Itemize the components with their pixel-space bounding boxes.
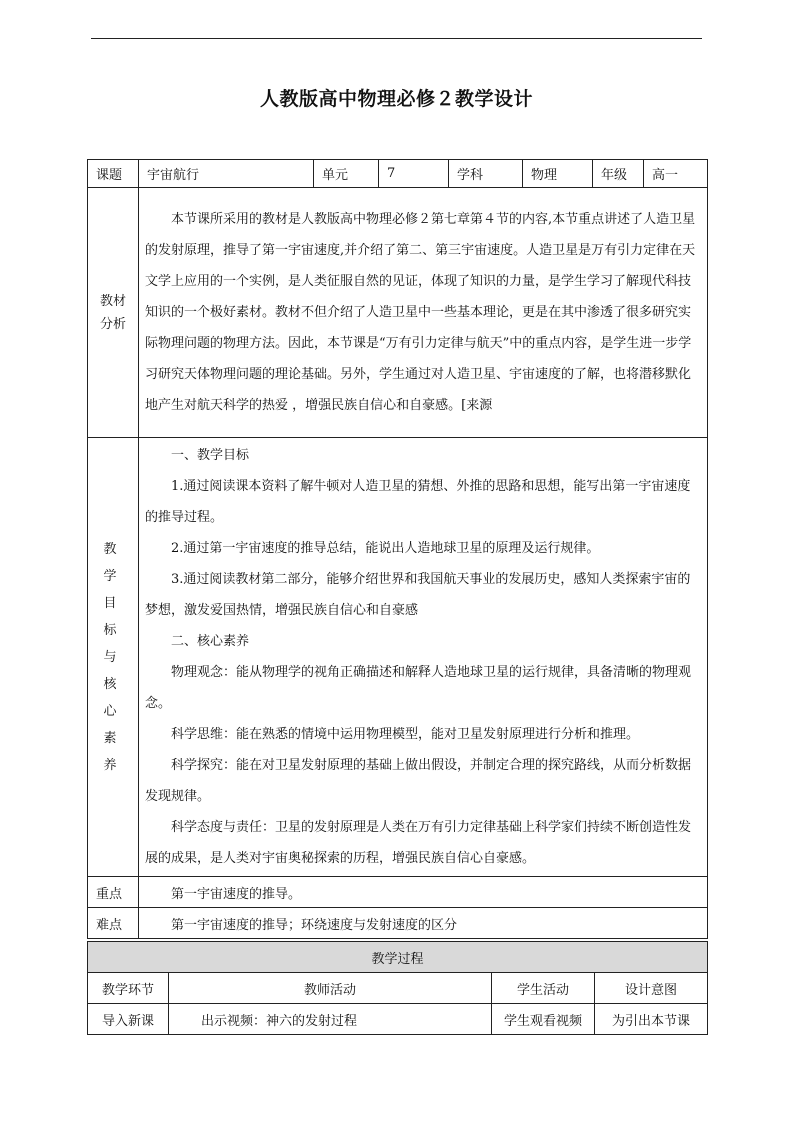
table-row: [88, 1004, 708, 1035]
key-point-label: 重点: [88, 877, 139, 908]
teacher-activity-cell: 出示视频：神六的发射过程: [169, 1004, 492, 1035]
column-header: 教学环节: [88, 973, 169, 1004]
unit-label: 单元: [314, 160, 379, 188]
analysis-row: [88, 188, 708, 438]
lesson-info-table: [87, 159, 708, 939]
key-point-text: 第一宇宙速度的推导。: [139, 877, 708, 908]
process-header-row: [88, 942, 708, 973]
objectives-paragraph: 科学思维：能在熟悉的情境中运用物理模型，能对卫星发射原理进行分析和推理。: [171, 727, 640, 742]
difficulty-text: 第一宇宙速度的推导；环绕速度与发射速度的区分: [139, 908, 708, 939]
difficulty-row: [88, 908, 708, 939]
analysis-text: 本节课所采用的教材是人教版高中物理必修２第七章第４节的内容,本节重点讲述了人造卫星的发射原理，推导了第一宇宙速度,并介绍了第二、第三宇宙速度。人造卫星是万有引力定律在天文学上应用的一个实例，是人类征服自然的见证，体现了知识的力量，是学生学习了解现代科技知识的一个极好素材。教材不但介绍了人造卫星中一些基本理论，更是在其中渗透了很多研究实际物理问题的物理方法。因此，本节课是“万有引力定律与航天”中的重点内容，是学生进一步学习研究天体物理问题的理论基础。另外，学生通过对人造卫星、宇宙速度的了解，也将潜移默化地产生对航天科学的热爱 ，增强民族自信心和自豪感。[来源: [145, 212, 696, 413]
topic-value: 宇宙航行: [139, 160, 314, 188]
objectives-paragraph: 二、核心素养: [171, 634, 250, 649]
column-header: 学生活动: [492, 973, 595, 1004]
analysis-label-text: 教材分析: [99, 293, 126, 332]
column-header: 教师活动: [169, 973, 492, 1004]
student-activity-cell: 学生观看视频: [492, 1004, 595, 1035]
objectives-label: [88, 438, 139, 877]
objectives-paragraph: 2.通过第一宇宙速度的推导总结，能说出人造地球卫星的原理及运行规律。: [171, 541, 600, 556]
grade-label: 年级: [593, 160, 644, 188]
objectives-paragraph: 3.通过阅读教材第二部分，能够介绍世界和我国航天事业的发展历史，感知人类探索宇宙的梦想，激发爱国热情，增强民族自信心和自豪感: [145, 572, 691, 618]
design-intent-cell: 为引出本节课: [595, 1004, 708, 1035]
column-header: 设计意图: [595, 973, 708, 1004]
subject-value: 物理: [523, 160, 593, 188]
objectives-paragraph: 一、教学目标: [171, 448, 250, 463]
analysis-cell: [139, 188, 708, 438]
objectives-paragraph: 科学探究：能在对卫星发射原理的基础上做出假设，并制定合理的探究路线，从而分析数据发现规律。: [145, 758, 692, 804]
subject-label: 学科: [449, 160, 523, 188]
difficulty-label: 难点: [88, 908, 139, 939]
process-columns-row: [88, 973, 708, 1004]
unit-value: 7: [379, 160, 449, 188]
stage-cell: 导入新课: [88, 1004, 169, 1035]
objectives-paragraph: 科学态度与责任：卫星的发射原理是人类在万有引力定律基础上科学家们持续不断创造性发展的成果，是人类对宇宙奥秘探索的历程，增强民族自信心自豪感。: [145, 820, 692, 866]
topic-label: 课题: [88, 160, 139, 188]
objectives-paragraph: 1.通过阅读课本资料了解牛顿对人造卫星的猜想、外推的思路和思想，能写出第一宇宙速度的推导过程。: [145, 479, 691, 525]
objectives-paragraph: 物理观念：能从物理学的视角正确描述和解释人造地球卫星的运行规律，具备清晰的物理观念。: [145, 665, 692, 711]
process-header: 教学过程: [88, 942, 708, 973]
info-row: [88, 160, 708, 188]
process-table: [87, 941, 708, 1035]
objectives-row: [88, 438, 708, 877]
objectives-cell: [139, 438, 708, 877]
key-point-row: [88, 877, 708, 908]
objectives-label-text: 教学目标与核心素养: [103, 541, 123, 773]
document-title: 人教版高中物理必修２教学设计: [259, 88, 533, 110]
analysis-label: [88, 188, 139, 438]
grade-value: 高一: [644, 160, 708, 188]
header-rule: [91, 38, 702, 39]
